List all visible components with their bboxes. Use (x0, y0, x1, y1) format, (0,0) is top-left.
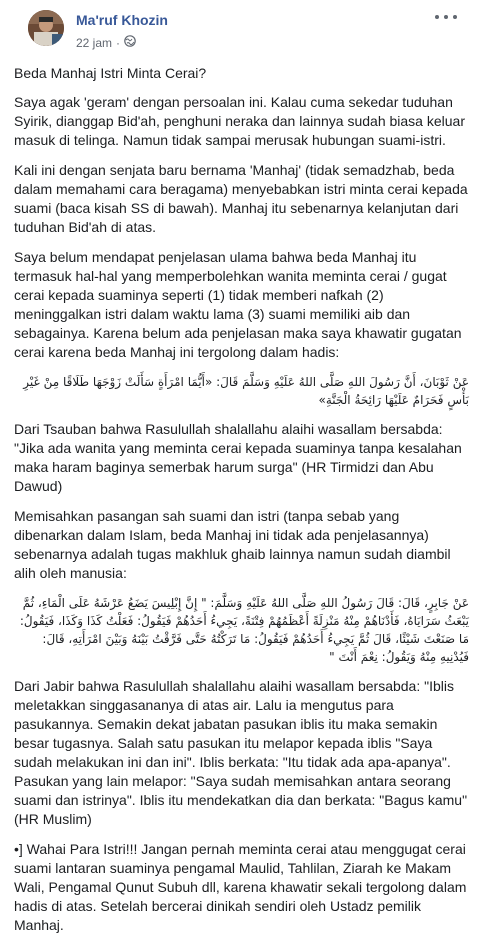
post-body (14, 64, 469, 946)
meta-separator: · (116, 35, 121, 50)
arabic-hadith-1: عَنْ ثَوْبَانَ، أَنَّ رَسُولَ اللهِ صَلَّى اللهُ عَلَيْهِ وَسَلَّمَ قَالَ: «أَيُّمَا امْرَأَةٍ سَأَلَتْ زَوْجَهَا طَلَاقًا مِنْ غَيْرِ بَأْسٍ فَحَرَامٌ عَلَيْهَا رَائِحَةُ الْجَنَّةِ» (23, 375, 469, 407)
arabic-hadith-2: عَنْ جَابِرٍ، قَالَ: قَالَ رَسُولُ اللهِ صَلَّى اللهُ عَلَيْهِ وَسَلَّمَ: " إِنَّ إِبْلِيسَ يَضَعُ عَرْشَهُ عَلَى الْمَاءِ، ثُمَّ يَبْعَثُ سَرَايَاهُ، فَأَدْنَاهُمْ مِنْهُ مَنْزِلَةً أَعْظَمُهُمْ فِتْنَةً، يَجِيءُ أَحَدُهُمْ فَيَقُولُ: فَعَلْتُ كَذَا وَكَذَا، فَيَقُولُ: مَا صَنَعْتَ شَيْئًا، قَالَ ثُمَّ يَجِيءُ أَحَدُهُمْ فَيَقُولُ: مَا تَرَكْتُهُ حَتَّى فَرَّقْتُ بَيْنَهُ وَبَيْنَ امْرَأَتِهِ، قَالَ: فَيُدْنِيهِ مِنْهُ وَيَقُولُ: نِعْمَ أَنْتَ " (19, 596, 469, 664)
avatar[interactable] (28, 10, 64, 46)
post-paragraph-4: Dari Tsauban bahwa Rasulullah shalallahu alaihi wasallam bersabda: "Jika ada wanita yang meminta cerai kepada suaminya tanpa kesalahan maka haram baginya semerbak harum surga" (HR Tirmidzi dan Abu Dawud) (14, 421, 462, 494)
post-paragraph-1: Saya agak 'geram' dengan persoalan ini. Kalau cuma sekedar tuduhan Syirik, dianggap Bid'ah, penghuni neraka dan lainnya sudah biasa keluar masuk di telinga. Namun tidak sampai merusak hubungan suami-istri. (14, 94, 465, 148)
post-paragraph-7: •] Wahai Para Istri!!! Jangan pernah meminta cerai atau menggugat cerai suami lantaran suaminya pengamal Maulid, Tahlilan, Ziarah ke Makam Wali, Pengamal Qunut Subuh dll, karena khawatir sekali tergolong dalam hadis di atas. Setelah bercerai dinikah sendiri oleh Ustadz pemilik Manhaj. (14, 841, 467, 933)
globe-icon (124, 35, 136, 50)
post-options-icon[interactable] (435, 10, 457, 24)
author-name[interactable]: Ma'ruf Khozin (76, 12, 168, 28)
post-meta (76, 35, 136, 50)
post-header (14, 0, 469, 56)
post-paragraph-2: Kali ini dengan senjata baru bernama 'Manhaj' (tidak semadzhab, beda dalam memahami cara beragama) menyebabkan istri minta cerai kepada suami (baca kisah SS di bawah). Manhaj itu sebenarnya kelanjutan dari tuduhan Bid'ah di atas. (14, 162, 468, 235)
post-paragraph-3: Saya belum mendapat penjelasan ulama bahwa beda Manhaj itu termasuk hal-hal yang memperbolehkan wanita meminta cerai / gugat cerai kepada suaminya seperti (1) tidak memberi nafkah (2) meninggalkan istri dalam waktu lama (3) suami memiliki aib dan sebagainya. Karena belum ada penjelasan maka saya khawatir gugatan cerai karena beda Manhaj ini tergolong dalam hadis: (14, 249, 462, 360)
post-title: Beda Manhaj Istri Minta Cerai? (14, 65, 207, 81)
post-paragraph-6: Dari Jabir bahwa Rasulullah shalallahu alaihi wasallam bersabda: "Iblis meletakkan singgasananya di atas air. Lalu ia mengutus para pasukannya. Semakin dekat jabatan pasukan iblis itu maka semakin besar tugasnya. Salah satu pasukan itu melapor kepada iblis "Saya sudah melakukan ini dan ini". Iblis berkata: "Itu tidak ada apa-apanya". Pasukan yang lain melapor: "Saya sudah memisahkan antara seorang suami dan istrinya". Iblis itu mendekatkan dia dan berkata: "Bagus kamu" (HR Muslim) (14, 678, 468, 827)
avatar-image (28, 10, 64, 46)
post-time[interactable]: 22 jam (76, 35, 113, 50)
post-paragraph-5: Memisahkan pasangan sah suami dan istri (tanpa sebab yang dibenarkan dalam Islam, beda Manhaj ini tidak ada penjelasannya) sebenarnya adalah tugas makhluk ghaib lainnya namun sudah diambil alih oleh manusia: (14, 508, 451, 581)
